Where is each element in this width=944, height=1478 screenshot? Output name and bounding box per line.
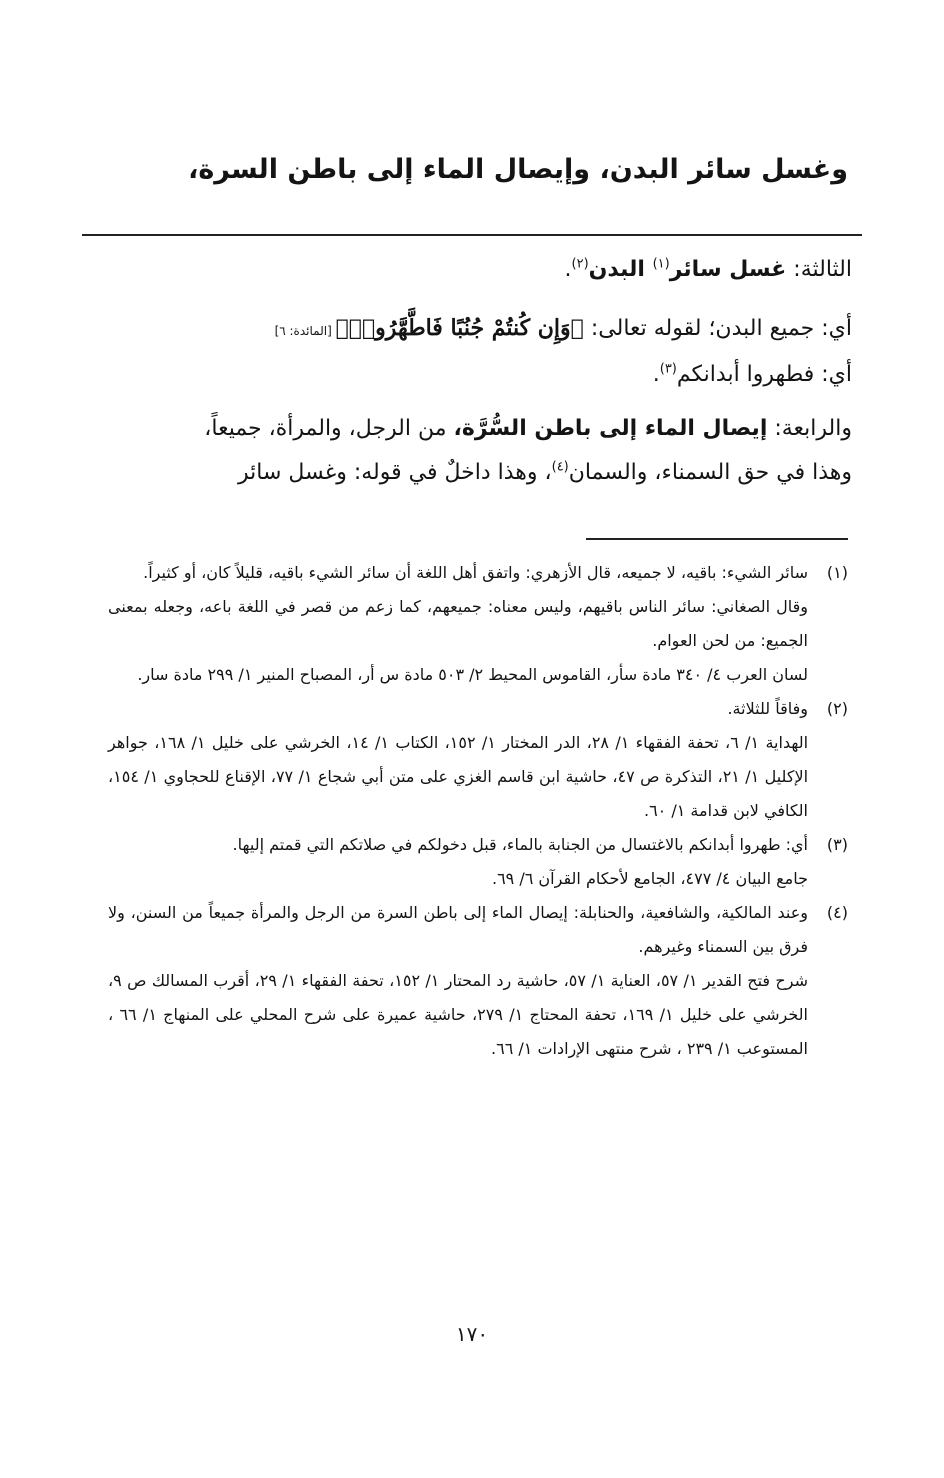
footnote-number: (٢) bbox=[826, 699, 848, 718]
page-number: ١٧٠ bbox=[455, 1322, 489, 1346]
p3-lead: والرابعة: bbox=[767, 416, 852, 441]
footnote-paragraph: الهداية ١/ ٦، تحفة الفقهاء ١/ ٢٨، الدر المختار ١/ ١٥٢، الكتاب ١/ ١٤، الخرشي على خليل ١/ ١٦٨، جواهر الإكليل ١/ ٢١، التذكرة ص ٤٧، حاشية ابن قاسم الغزي على متن أبي شجاع ١/ ٧٧، الإقناع للحجاوي ١/ ١٥٤، الكافي لابن قدامة ١/ ٦٠. bbox=[108, 733, 809, 820]
footnote-paragraph: شرح فتح القدير ١/ ٥٧، العناية ١/ ٥٧، حاشية رد المحتار ١/ ١٥٢، تحفة الفقهاء ١/ ٢٩، أقرب المسالك ص ٩، الخرشي على خليل ١/ ١٦٩، تحفة المحتاج ١/ ٢٧٩، حاشية عميرة على شرح المحلي على المنهاج ١/ ٦٦ ، المستوعب ١/ ٢٣٩ ، شرح منتهى الإرادات ١/ ٦٦. bbox=[108, 971, 808, 1058]
footnote-ref-3[interactable]: (٣) bbox=[659, 361, 677, 377]
p1-lead: الثالثة: bbox=[786, 257, 852, 282]
footnote-paragraph: جامع البيان ٤/ ٤٧٧، الجامع لأحكام القرآن ٦/ ٦٩. bbox=[491, 869, 808, 888]
footnote-text bbox=[108, 828, 808, 896]
footnote-paragraph: سائر الشيء: باقيه، لا جميعه، قال الأزهري: واتفق أهل اللغة أن سائر الشيء باقيه، قليلاً كان، أو كثيراً. bbox=[143, 563, 808, 582]
footnote-2 bbox=[108, 692, 848, 828]
footnote-number: (٣) bbox=[826, 835, 848, 854]
footnote-text bbox=[108, 896, 808, 1066]
footnote-text bbox=[108, 692, 808, 828]
footnotes bbox=[108, 556, 848, 1066]
commentary-body bbox=[80, 246, 852, 495]
p3-line2b: ، وهذا داخلٌ في قوله: وغسل سائر bbox=[238, 460, 552, 485]
footnote-number: (١) bbox=[826, 563, 848, 582]
p1-bold-2: البدن bbox=[588, 257, 653, 282]
footnote-4 bbox=[108, 896, 848, 1066]
footnote-paragraph: وفاقاً للثلاثة. bbox=[727, 699, 808, 718]
header-rule bbox=[82, 234, 862, 236]
footnote-ref-2[interactable]: (٢) bbox=[571, 256, 589, 272]
footnote-text bbox=[108, 556, 808, 692]
p1-end: . bbox=[564, 257, 572, 282]
footnote-paragraph: لسان العرب ٤/ ٣٤٠ مادة سأر، القاموس المحيط ٢/ ٥٠٣ مادة س أر، المصباح المنير ١/ ٢٩٩ مادة سار. bbox=[137, 665, 808, 684]
footnote-ref-4[interactable]: (٤) bbox=[551, 459, 569, 475]
verse-reference: [المائدة: ٦] bbox=[274, 324, 336, 338]
p3-line2a: وهذا في حق السمناء، والسمان bbox=[568, 460, 852, 485]
matn-heading: وغسل سائر البدن، وإيصال الماء إلى باطن السرة، bbox=[188, 154, 848, 185]
paragraph-explanation bbox=[80, 306, 852, 397]
p3-bold: إيصال الماء إلى باطن السُّرَّة، bbox=[453, 416, 768, 441]
footnote-paragraph: أي: طهروا أبدانكم بالاغتسال من الجنابة بالماء، قبل دخولكم في صلاتكم التي قمتم إليها. bbox=[232, 835, 808, 854]
footnote-paragraph: وقال الصغاني: سائر الناس باقيهم، وليس معناه: جميعهم، كما زعم من قصر في اللغة باعه، وجعله بمعنى الجميع: من لحن العوام. bbox=[108, 597, 808, 650]
p2-end: . bbox=[652, 362, 660, 387]
footnote-separator bbox=[586, 538, 848, 540]
p1-bold: غسل سائر bbox=[669, 257, 787, 282]
footnote-1 bbox=[108, 556, 848, 692]
footnote-3 bbox=[108, 828, 848, 896]
footnote-number: (٤) bbox=[826, 903, 848, 922]
p3-rest: من الرجل، والمرأة، جميعاً، bbox=[204, 416, 454, 441]
paragraph-third bbox=[80, 246, 852, 294]
p2-lead: أي: جميع البدن؛ لقوله تعالى: bbox=[583, 316, 852, 341]
footnote-paragraph: وعند المالكية، والشافعية، والحنابلة: إيصال الماء إلى باطن السرة من الرجل والمرأة جميعاً من السنن، ولا فرق بين السمناء وغيرهم. bbox=[108, 903, 808, 956]
quran-verse: ﴿وَإِن كُنتُمْ جُنُبًا فَاطَّهَّرُوا۟﴾ bbox=[335, 315, 584, 341]
footnote-ref-1[interactable]: (١) bbox=[652, 256, 670, 272]
paragraph-fourth bbox=[80, 407, 852, 495]
p2-line2: أي: فطهروا أبدانكم bbox=[676, 362, 852, 387]
